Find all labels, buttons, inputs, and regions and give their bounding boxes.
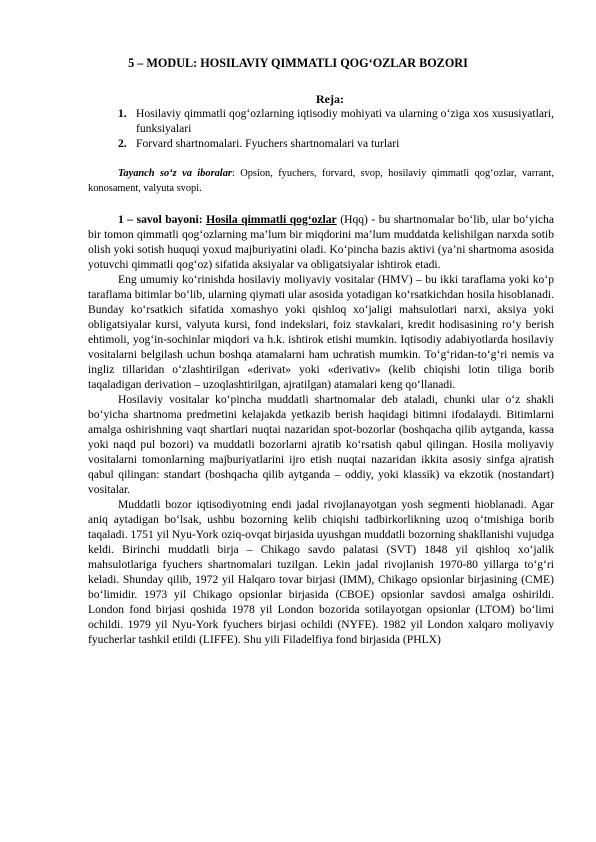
paragraph-1 bbox=[88, 212, 554, 272]
plan-item-number: 2. bbox=[118, 137, 127, 150]
plan-item bbox=[118, 136, 554, 151]
keywords-text: : Opsion, fyuchers, forvard, svop, hosilaviy qimmatli qog‘ozlar, varrant, konosament, valyuta svopi. bbox=[88, 168, 554, 194]
paragraph-1-text: (Hqq) - bu shartnomalar bo‘lib, ular bo‘yicha bir tomon qimmatli qog‘ozlarning ma’lum bir miqdorini ma’lum muddatda kelishilgan narxda sotib olish yoki sotish huquqi yoxud majburiyatini oladi. Ko‘pincha bazis aktivi (ya’ni shartnoma asosida yotuvchi qimmatli qog‘oz) sifatida aksiyalar va obligatsiyalar ishtirok etadi. bbox=[88, 213, 554, 271]
keywords-label: Tayanch so‘z va iboralar bbox=[118, 168, 232, 179]
paragraph-2: Eng umumiy ko‘rinishda hosilaviy moliyaviy vositalar (HMV) – bu ikki taraflama yoki ko‘p taraflama bitimlar bo‘lib, ularning qiymati ular asosida yotadigan ko‘rsatkichdan hosila hisoblanadi. Bunday ko‘rsatkich sifatida xomashyo yoki qishloq xo‘jaligi mahsulotlari narxi, aksiya yoki obligatsiyalar kursi, valyuta kursi, fond indekslari, foiz stavkalari, kredit hodisasining ro‘y berish ehtimoli, yog‘in-sochinlar miqdori va h.k. ishtirok etishi mumkin. Iqtisodiy adabiyotlarda hosilaviy vositalarni belgilash uchun boshqa atamalarni ham uchratish mumkin. To‘g‘ridan-to‘g‘ri nemis va ingliz tillaridan o‘zlashtirilgan «derivat» yoki «derivativ» (kelib chiqishi lotin tiliga borib taqaladigan derivation – uzoqlashtirilgan, ajratilgan) atamalari keng qo‘llanadi. bbox=[88, 273, 554, 391]
question-lead: 1 – savol bayoni: bbox=[118, 213, 207, 226]
module-title: 5 – MODUL: HOSILAVIY QIMMATLI QOG‘OZLAR BOZORI bbox=[128, 56, 468, 70]
plan-item-text: Forvard shartnomalari. Fyuchers shartnomalari va turlari bbox=[136, 137, 400, 150]
paragraph-4: Muddatli bozor iqtisodiyotning endi jadal rivojlanayotgan yosh segmenti hioblanadi. Agar aniq aytadigan bo‘lsak, ushbu bozorning kelib chiqishi tadbirkorlikning uzoq o‘tmishiga borib taqaladi. 1751 yil Nyu-York oziq-ovqat birjasida uyushgan muddatli bozorning shakllanishi vujudga keldi. Birinchi muddatli birja – Chikago savdo palatasi (SVT) 1848 yil qishloq xo‘jalik mahsulotlariga fyuchers shartnomalari tuzilgan. Lekin jadal rivojlanish 1970-80 yillarga to‘g‘ri keladi. Shunday qilib, 1972 yil Halqaro tovar birjasi (IMM), Chikago opsionlar birjasining (CME) bo‘limidir. 1973 yil Chikago opsionlar birjasida (CBOE) opsionlar savdosi amalga oshirildi. London fond birjasi qoshida 1978 yil London bozorida sotilayotgan opsionlar (LTOM) bo‘limi ochildi. 1979 yil Nyu-York fyuchers birjasi ochildi (NYFE). 1982 yil London xalqaro moliyaviy fyucherlar tashkil etildi (LIFFE). Shu yili Filadelfiya fond birjasida (PHLX) bbox=[88, 498, 554, 646]
plan-item-number: 1. bbox=[118, 107, 127, 120]
plan-item-text: Hosilaviy qimmatli qog‘ozlarning iqtisodiy mohiyati va ularning o‘ziga xos xususiyatlari, funksiyalari bbox=[136, 107, 554, 135]
keywords-paragraph bbox=[88, 166, 554, 196]
plan-heading: Reja: bbox=[316, 92, 344, 106]
plan-list bbox=[118, 106, 554, 151]
body-text bbox=[88, 212, 554, 647]
defined-term: Hosila qimmatli qog‘ozlar bbox=[206, 213, 337, 226]
paragraph-3: Hosilaviy vositalar ko‘pincha muddatli shartnomalar deb ataladi, chunki ular o‘z shakli bo‘yicha shartnoma predmetini kelajakda yetkazib berish haqidagi bitimni ifodalaydi. Bitimlarni amalga oshirishning vaqt shartlari nuqtai nazaridan spot-bozorlar (boshqacha qilib aytganda, kassa yoki naqd pul bozori) va muddatli bozorlarni ajratib ko‘rsatish qabul qilingan. Hosila moliyaviy vositalarni tomonlarning majburiyatlarini ijro etish nuqtai nazaridan ikkita asosiy sinfga ajratish qabul qilingan: standart (boshqacha qilib aytganda – oddiy, yoki klassik) va ekzotik (nostandart) vositalar. bbox=[88, 393, 554, 496]
plan-item bbox=[118, 106, 554, 136]
